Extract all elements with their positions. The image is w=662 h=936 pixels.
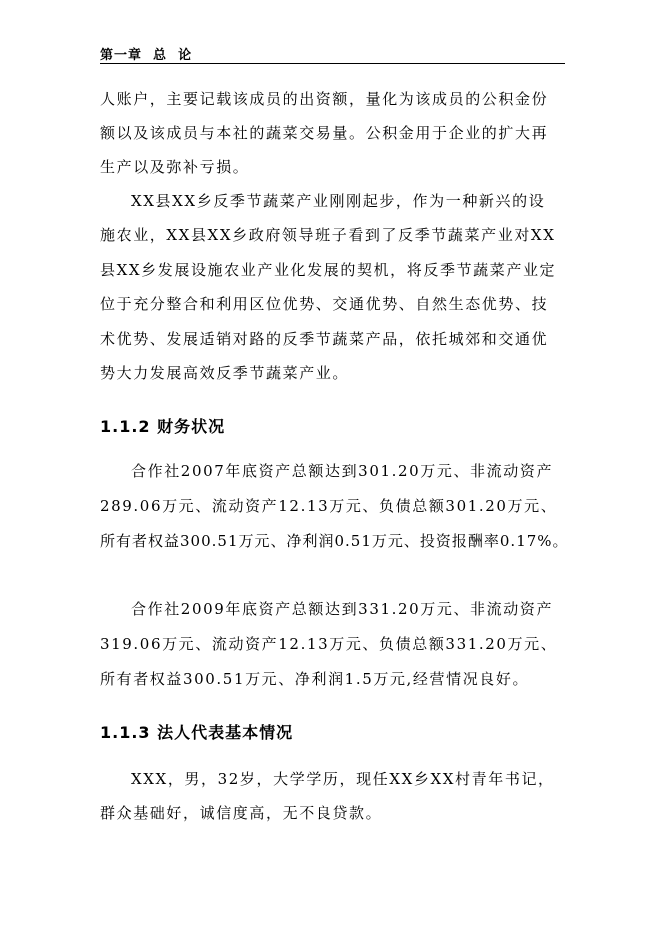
para3-line-2: 289.06万元、流动资产12.13万元、负债总额301.20万元、 — [100, 497, 558, 515]
para3-line-3: 所有者权益300.51万元、净利润0.51万元、投资报酬率0.17%。 — [100, 532, 569, 550]
para1-line-1: 人账户，主要记载该成员的出资额，量化为该成员的公积金份 — [100, 90, 549, 108]
header-rule — [100, 63, 565, 64]
para2-line-4: 位于充分整合和利用区位优势、交通优势、自然生态优势、技 — [100, 295, 549, 313]
para2-line-3: 县XX乡发展设施农业产业化发展的契机，将反季节蔬菜产业定 — [100, 261, 557, 279]
section-heading-finance: 1.1.2 财务状况 — [100, 417, 226, 436]
chapter-header: 第一章 总 论 — [100, 48, 193, 63]
section-heading-legal-rep: 1.1.3 法人代表基本情况 — [100, 723, 294, 742]
para5-line-1: XXX，男，32岁，大学学历，现任XX乡XX村青年书记， — [131, 770, 555, 788]
para3-line-1: 合作社2007年底资产总额达到301.20万元、非流动资产 — [131, 462, 554, 480]
para5-line-2: 群众基础好，诚信度高，无不良贷款。 — [100, 804, 383, 822]
para2-line-5: 术优势、发展适销对路的反季节蔬菜产品，依托城郊和交通优 — [100, 330, 549, 348]
para2-line-1: XX县XX乡反季节蔬菜产业刚刚起步，作为一种新兴的设 — [131, 192, 546, 210]
para1-line-3: 生产以及弥补亏损。 — [100, 158, 250, 176]
para4-line-3: 所有者权益300.51万元、净利润1.5万元,经营情况良好。 — [100, 670, 530, 688]
para2-line-2: 施农业，XX县XX乡政府领导班子看到了反季节蔬菜产业对XX — [100, 226, 556, 244]
para2-line-6: 势大力发展高效反季节蔬菜产业。 — [100, 364, 350, 382]
para4-line-1: 合作社2009年底资产总额达到331.20万元、非流动资产 — [131, 600, 554, 618]
para1-line-2: 额以及该成员与本社的蔬菜交易量。公积金用于企业的扩大再 — [100, 124, 549, 142]
para4-line-2: 319.06万元、流动资产12.13万元、负债总额331.20万元、 — [100, 635, 558, 653]
